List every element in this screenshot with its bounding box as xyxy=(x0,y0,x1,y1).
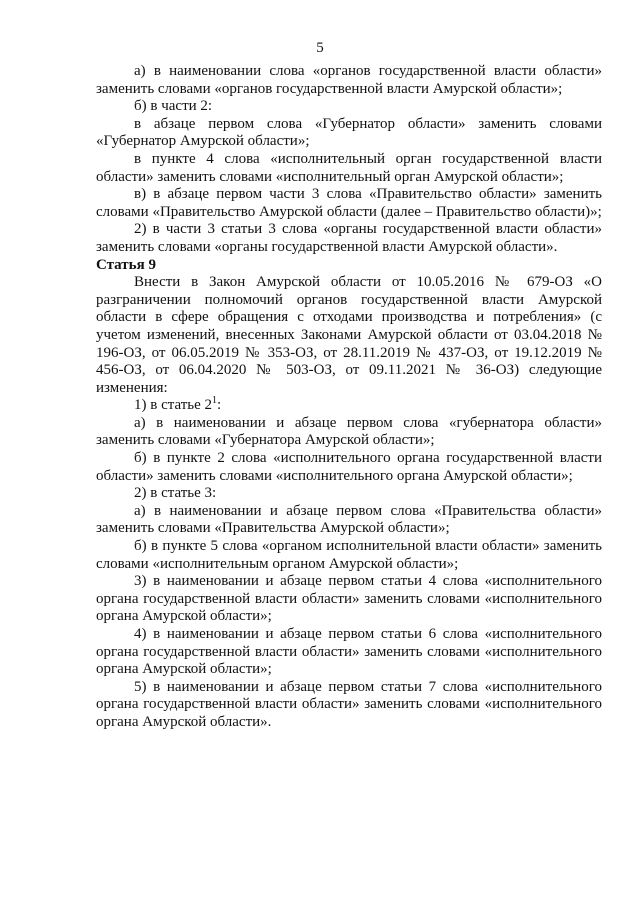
item-superscript: 1 xyxy=(212,395,218,407)
paragraph: б) в части 2: xyxy=(134,98,213,115)
paragraph: а) в наименовании и абзаце первом слова «губернатора области» заменить словами «Губернатора Амурской области»; xyxy=(96,414,602,449)
item-prefix: 1) в статье 2 xyxy=(134,397,213,414)
paragraph: б) в пункте 5 слова «органом исполнительной власти области» заменить словами «исполнительным органом Амурской области»; xyxy=(96,538,602,572)
paragraph: а) в наименовании слова «органов государственной власти области» заменить словами «органов государственной власти Амурской области»; xyxy=(96,63,602,97)
paragraph: 2) в статье 3: xyxy=(134,485,217,502)
item-suffix: : xyxy=(217,397,222,414)
article-intro: Внести в Закон Амурской области от 10.05.2016 № 679-ОЗ «О разграничении полномочий органов государственной власти Амурской области в сфере обращения с отходами производства и потребления» (с учетом изменений, внесенных Законами Амурской области от 03.04.2018 № 196-ОЗ, от 06.05.2019 № 353-ОЗ, от 28.11.2019 № 437-ОЗ, от 19.12.2019 № 456-ОЗ, от 06.04.2020 № 503-ОЗ, от 09.11.2021 № 36-ОЗ) следующие изменения: xyxy=(96,274,602,396)
paragraph: в пункте 4 слова «исполнительный орган государственной власти области» заменить словами «исполнительный орган Амурской области»; xyxy=(96,150,602,185)
paragraph: 5) в наименовании и абзаце первом статьи 7 слова «исполнительного органа государственной власти области» заменить словами «исполнительного органа Амурской области». xyxy=(96,678,602,730)
paragraph: в) в абзаце первом части 3 слова «Правительство области» заменить словами «Правительство Амурской области (далее – Правительство области)»; xyxy=(96,186,602,220)
paragraph: 4) в наименовании и абзаце первом статьи 6 слова «исполнительного органа государственной власти области» заменить словами «исполнительного органа Амурской области»; xyxy=(96,626,602,678)
page-number: 5 xyxy=(316,40,324,56)
paragraph xyxy=(96,397,602,415)
article-heading: Статья 9 xyxy=(96,256,156,273)
document-body xyxy=(96,63,602,732)
paragraph: 2) в части 3 статьи 3 слова «органы государственной власти области» заменить словами «органы государственной власти Амурской области». xyxy=(96,221,602,255)
paragraph: в абзаце первом слова «Губернатор области» заменить словами «Губернатор Амурской области»; xyxy=(96,115,602,150)
paragraph: б) в пункте 2 слова «исполнительного органа государственной власти области» заменить словами «исполнительного органа Амурской области»; xyxy=(96,450,602,484)
paragraph: а) в наименовании и абзаце первом слова «Правительства области» заменить словами «Правительства Амурской области»; xyxy=(96,502,602,537)
paragraph: 3) в наименовании и абзаце первом статьи 4 слова «исполнительного органа государственной власти области» заменить словами «исполнительного органа Амурской области»; xyxy=(96,573,602,625)
